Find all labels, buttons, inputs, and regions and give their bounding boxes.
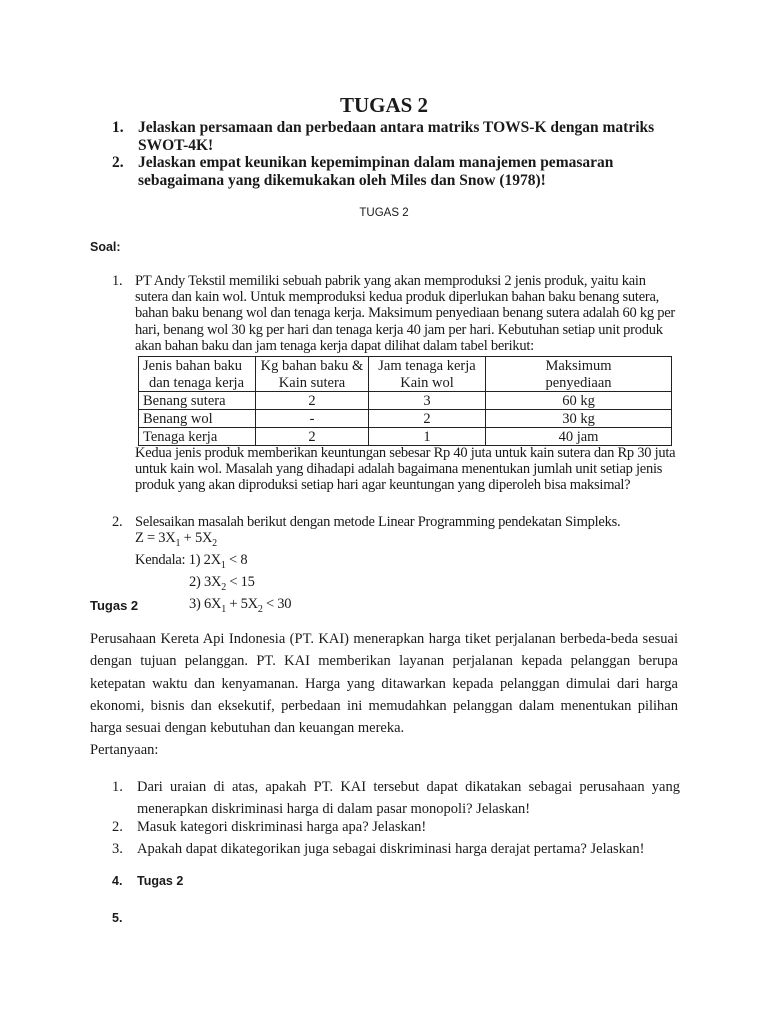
text-line: sutera dan kain wol. Untuk memproduksi kedua produk diperlukan bahan baku benang sutera,: [135, 289, 660, 306]
question-number: 1.: [112, 779, 123, 795]
table-cell: Maksimum: [486, 357, 672, 375]
table-cell: Kain sutera: [256, 374, 369, 392]
table-row: [139, 410, 672, 428]
table-cell: Benang sutera: [139, 392, 256, 410]
text-line: untuk kain wol. Masalah yang dihadapi adalah bagaimana menentukan jumlah unit setiap jenis: [135, 461, 663, 478]
text-line: PT Andy Tekstil memiliki sebuah pabrik yang akan memproduksi 2 jenis produk, yaitu kain: [135, 273, 646, 289]
table-header-row: [139, 374, 672, 392]
list-number: 4.: [112, 874, 123, 888]
question-text: Dari uraian di atas, apakah PT. KAI tersebut dapat dikatakan sebagai perusahaan yang menerapkan diskriminasi harga di dalam pasar monopoli? Jelaskan!: [137, 779, 680, 817]
table-cell: Tenaga kerja: [139, 428, 256, 446]
table-row: [139, 392, 672, 410]
table-cell: 3: [369, 392, 486, 410]
resource-table: [138, 356, 672, 446]
table-cell: dan tenaga kerja: [139, 374, 256, 392]
table-cell: -: [256, 410, 369, 428]
question-number: 2.: [112, 819, 123, 835]
table-cell: 2: [256, 392, 369, 410]
list-text: Tugas 2: [137, 874, 184, 888]
question-item: [112, 838, 680, 860]
section-title: TUGAS 2: [359, 207, 409, 219]
problem-1: [0, 273, 768, 355]
table-cell: Kg bahan baku &: [256, 357, 369, 375]
soal-label: Soal:: [90, 240, 121, 254]
constraint-2: 2) $3X_2 < 15$: [189, 574, 255, 594]
problem-text: [135, 273, 680, 354]
problem-number: 2.: [112, 514, 123, 530]
table-row: [139, 428, 672, 446]
question-text: Jelaskan empat keunikan kepemimpinan dalam manajemen pemasaran sebagaimana yang dikemukakan oleh Miles dan Snow (1978)!: [138, 154, 614, 189]
question-1: [0, 119, 768, 155]
list-item-4: [112, 874, 184, 888]
text-line: hari, benang wol 30 kg per hari dan tenaga kerja 40 jam per hari. Kebutuhan setiap unit produk: [135, 321, 663, 338]
question-item: [112, 816, 680, 838]
objective-function: $Z = 3X_1 + 5X_2$: [135, 530, 217, 550]
question-item: [112, 776, 680, 820]
table-cell: penyediaan: [486, 374, 672, 392]
question-text: Apakah dapat dikategorikan juga sebagai diskriminasi harga derajat pertama? Jelaskan!: [137, 841, 645, 857]
table-cell: Jenis bahan baku: [139, 357, 256, 375]
problem-text: [135, 514, 680, 619]
text-line: bahan baku benang wol dan tenaga kerja. Maksimum penyediaan benang sutera adalah 60 kg per: [135, 305, 675, 322]
table-cell: 60 kg: [486, 392, 672, 410]
list-item-5: [112, 911, 122, 925]
table-cell: Benang wol: [139, 410, 256, 428]
section-title: Tugas 2: [90, 598, 139, 613]
list-number: 5.: [112, 911, 123, 925]
table-cell: 30 kg: [486, 410, 672, 428]
question-number: 3.: [112, 841, 123, 857]
constraint-3: 3) $6X_1 + 5X_2 < 30$: [189, 596, 292, 616]
question-text: Masuk kategori diskriminasi harga apa? Jelaskan!: [137, 819, 427, 835]
page-title: TUGAS 2: [339, 93, 429, 117]
table-cell: Kain wol: [369, 374, 486, 392]
table-cell: 2: [369, 410, 486, 428]
table-cell: 2: [256, 428, 369, 446]
question-number: 1.: [112, 119, 124, 136]
table-cell: Jam tenaga kerja: [369, 357, 486, 375]
case-paragraph: Perusahaan Kereta Api Indonesia (PT. KAI) menerapkan harga tiket perjalanan berbeda-beda sesuai dengan tujuan pelanggan. PT. KAI memberikan layanan perjalanan kepada pelanggan berupa ketepatan waktu dan kenyamanan. Harga yang ditawarkan kepada pelanggan dimulai dari harga ekonomi, bisnis dan eksekutif, perbedaan ini memudahkan pelanggan dalam menentukan pilihan harga sesuai dengan kebutuhan dan keuangan mereka.: [90, 631, 678, 737]
constraint-1: Kendala: 1) $2X_1 < 8$: [135, 552, 248, 572]
text-line: akan bahan baku dan jam tenaga kerja dapat dilihat dalam tabel berikut:: [135, 337, 534, 354]
question-text: Jelaskan persamaan dan perbedaan antara matriks TOWS-K dengan matriks SWOT-4K!: [138, 119, 655, 154]
text-line: produk yang akan diproduksi setiap hari agar keuntungan yang diperoleh bisa maksimal?: [135, 477, 631, 494]
text-line: Selesaikan masalah berikut dengan metode Linear Programming pendekatan Simpleks.: [135, 514, 621, 530]
table-cell: 1: [369, 428, 486, 446]
problem-1-continuation: [135, 445, 695, 494]
question-2: [0, 154, 768, 190]
question-number: 2.: [112, 154, 124, 171]
text-line: Kedua jenis produk memberikan keuntungan sebesar Rp 40 juta untuk kain sutera dan Rp 30 juta: [135, 445, 676, 461]
problem-number: 1.: [112, 273, 123, 289]
pertanyaan-label: Pertanyaan:: [90, 742, 159, 758]
table-header-row: [139, 357, 672, 375]
table-cell: 40 jam: [486, 428, 672, 446]
